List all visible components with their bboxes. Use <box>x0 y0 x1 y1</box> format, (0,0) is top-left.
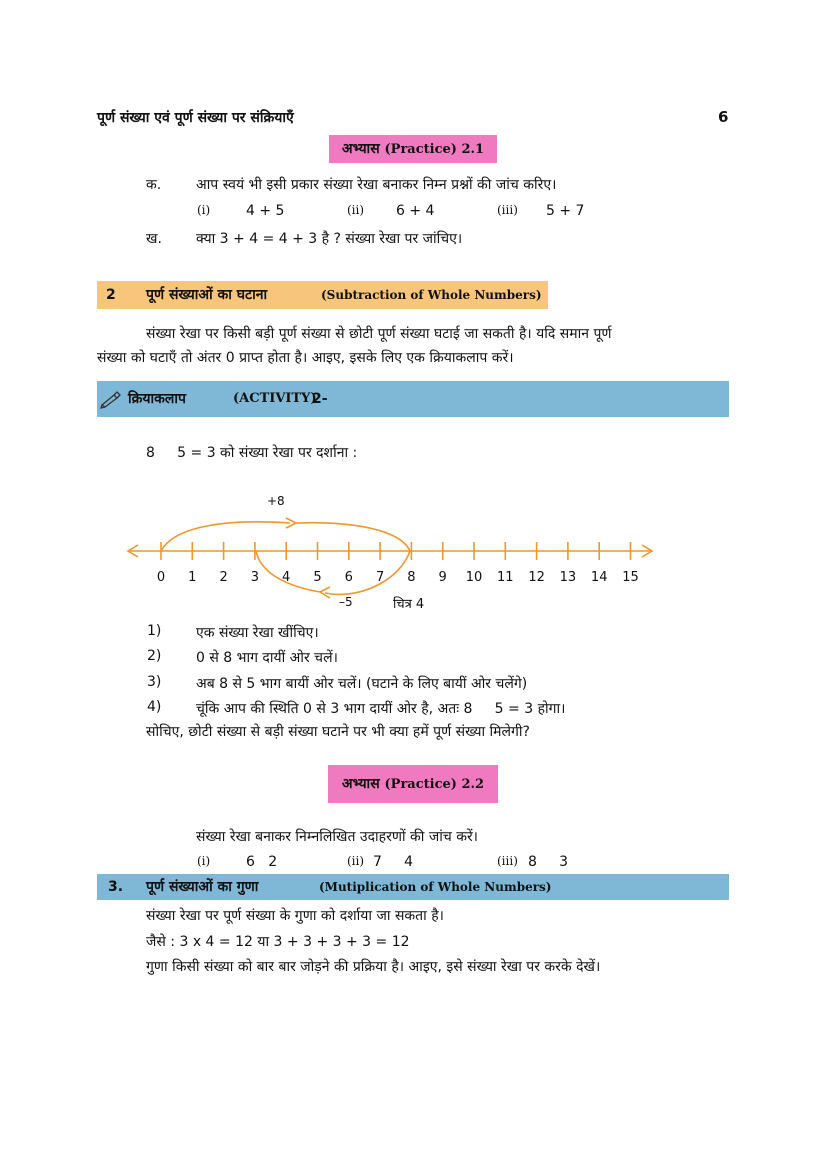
section-heading-subtraction <box>97 281 548 309</box>
tick-label: 8 <box>407 570 416 585</box>
practice-item-label: (ii) <box>347 854 365 868</box>
tick-label: 13 <box>559 570 577 585</box>
step-text: अब 8 से 5 भाग बायीं ओर चलें। (घटाने के लिए बायीं ओर चलेंगे) <box>196 676 528 692</box>
step-number: 4) <box>147 699 162 715</box>
practice-item-marker: ख. <box>146 231 162 247</box>
tick-label: 7 <box>375 570 385 585</box>
paragraph-line: संख्या रेखा पर किसी बड़ी पूर्ण संख्या से छोटी पूर्ण संख्या घटाई जा सकती है। यदि समान पूर्ण <box>146 326 612 342</box>
tick-label: 12 <box>528 570 545 585</box>
number-line-figure <box>120 485 665 615</box>
tick-label: 2 <box>219 570 228 585</box>
practice-item-text: आप स्वयं भी इसी प्रकार संख्या रेखा बनाकर निम्न प्रश्नों की जांच करिए। <box>196 177 557 193</box>
practice-item-label: (iii) <box>497 854 518 868</box>
section-title-en: (Subtraction of Whole Numbers) <box>321 288 542 302</box>
activity-number: 2- <box>312 391 328 407</box>
jump-forward-label: +8 <box>267 494 285 508</box>
activity-heading <box>97 381 729 417</box>
sum-label: (ii) <box>347 203 365 217</box>
sum-label: (i) <box>197 203 211 217</box>
section-title-hi: पूर्ण संख्याओं का घटाना <box>146 287 268 303</box>
practice-item-expr: 6 2 <box>246 854 278 870</box>
tick-label: 6 <box>344 570 353 585</box>
practice-item-marker: क. <box>146 177 162 193</box>
tick-label: 9 <box>438 570 447 585</box>
tick-label: 11 <box>497 570 514 585</box>
sum-expression: 6 + 4 <box>396 203 435 219</box>
practice-instruction: संख्या रेखा बनाकर निम्नलिखित उदाहरणों की जांच करें। <box>196 829 478 845</box>
sum-expression: 5 + 7 <box>546 203 585 219</box>
step-number: 2) <box>147 648 162 664</box>
step-number: 1) <box>147 623 162 639</box>
activity-title-hi: क्रियाकलाप <box>128 391 186 407</box>
backward-jump-arc <box>325 551 410 594</box>
practice-item-label: (i) <box>197 854 211 868</box>
chapter-title: पूर्ण संख्या एवं पूर्ण संख्या पर संक्रियाएँ <box>97 110 294 126</box>
sum-expression: 4 + 5 <box>246 203 285 219</box>
practice-heading-2-2 <box>328 765 498 803</box>
practice-heading-2-1 <box>329 135 497 163</box>
tick-label: 0 <box>156 570 166 585</box>
section-heading-multiplication <box>97 874 729 900</box>
forward-jump-arc <box>161 522 290 551</box>
section-title-hi: पूर्ण संख्याओं का गुणा <box>146 879 259 895</box>
practice-item-text: क्या 3 + 4 = 4 + 3 है ? संख्या रेखा पर जांचिए। <box>196 231 463 247</box>
multiplication-line: गुणा किसी संख्या को बार बार जोड़ने की प्रक्रिया है। आइए, इसे संख्या रेखा पर करके देखें। <box>146 959 601 975</box>
tick-label: 15 <box>622 570 639 585</box>
step-text: एक संख्या रेखा खींचिए। <box>196 625 319 641</box>
activity-title-en: (ACTIVITY) <box>233 391 317 406</box>
step-text: चूंकि आप की स्थिति 0 से 3 भाग दायीं ओर है, अतः 8 5 = 3 होगा। <box>196 701 566 717</box>
practice-title-en: (Practice) 2.1 <box>384 142 485 157</box>
practice-item-expr: 8 3 <box>528 854 569 870</box>
tick-label: 4 <box>282 570 291 585</box>
reflection-question: सोचिए, छोटी संख्या से बड़ी संख्या घटाने पर भी क्या हमें पूर्ण संख्या मिलेगी? <box>146 724 530 740</box>
practice-title-hi: अभ्यास <box>341 141 380 157</box>
paragraph-line: संख्या को घटाएँ तो अंतर 0 प्राप्त होता है। आइए, इसके लिए एक क्रियाकलाप करें। <box>97 350 514 366</box>
forward-jump-arc-end <box>296 523 410 551</box>
tick-label: 5 <box>313 570 322 585</box>
practice-item-expr: 7 4 <box>373 854 414 870</box>
section-number: 3. <box>108 879 124 895</box>
section-number: 2 <box>106 287 116 303</box>
practice-title-hi: अभ्यास <box>341 776 380 792</box>
activity-instruction: 8 5 = 3 को संख्या रेखा पर दर्शाना : <box>146 445 358 461</box>
tick-label: 14 <box>590 570 608 585</box>
tick-label: 1 <box>188 570 197 585</box>
multiplication-example: जैसे : 3 x 4 = 12 या 3 + 3 + 3 + 3 = 12 <box>146 934 410 950</box>
tick-label: 10 <box>465 570 483 585</box>
step-number: 3) <box>147 674 162 690</box>
figure-caption: चित्र 4 <box>393 597 425 612</box>
sum-label: (iii) <box>497 203 518 217</box>
backward-jump-arrowhead <box>320 587 330 598</box>
multiplication-line: संख्या रेखा पर पूर्ण संख्या के गुणा को दर्शाया जा सकता है। <box>146 908 444 924</box>
pencil-hand-icon <box>100 381 122 417</box>
step-text: 0 से 8 भाग दायीं ओर चलें। <box>196 650 338 666</box>
practice-title-en: (Practice) 2.2 <box>384 777 485 792</box>
tick-label: 3 <box>250 570 260 585</box>
page-number: 6 <box>718 108 729 126</box>
section-title-en: (Mutiplication of Whole Numbers) <box>319 880 552 894</box>
jump-back-label: –5 <box>339 595 353 609</box>
